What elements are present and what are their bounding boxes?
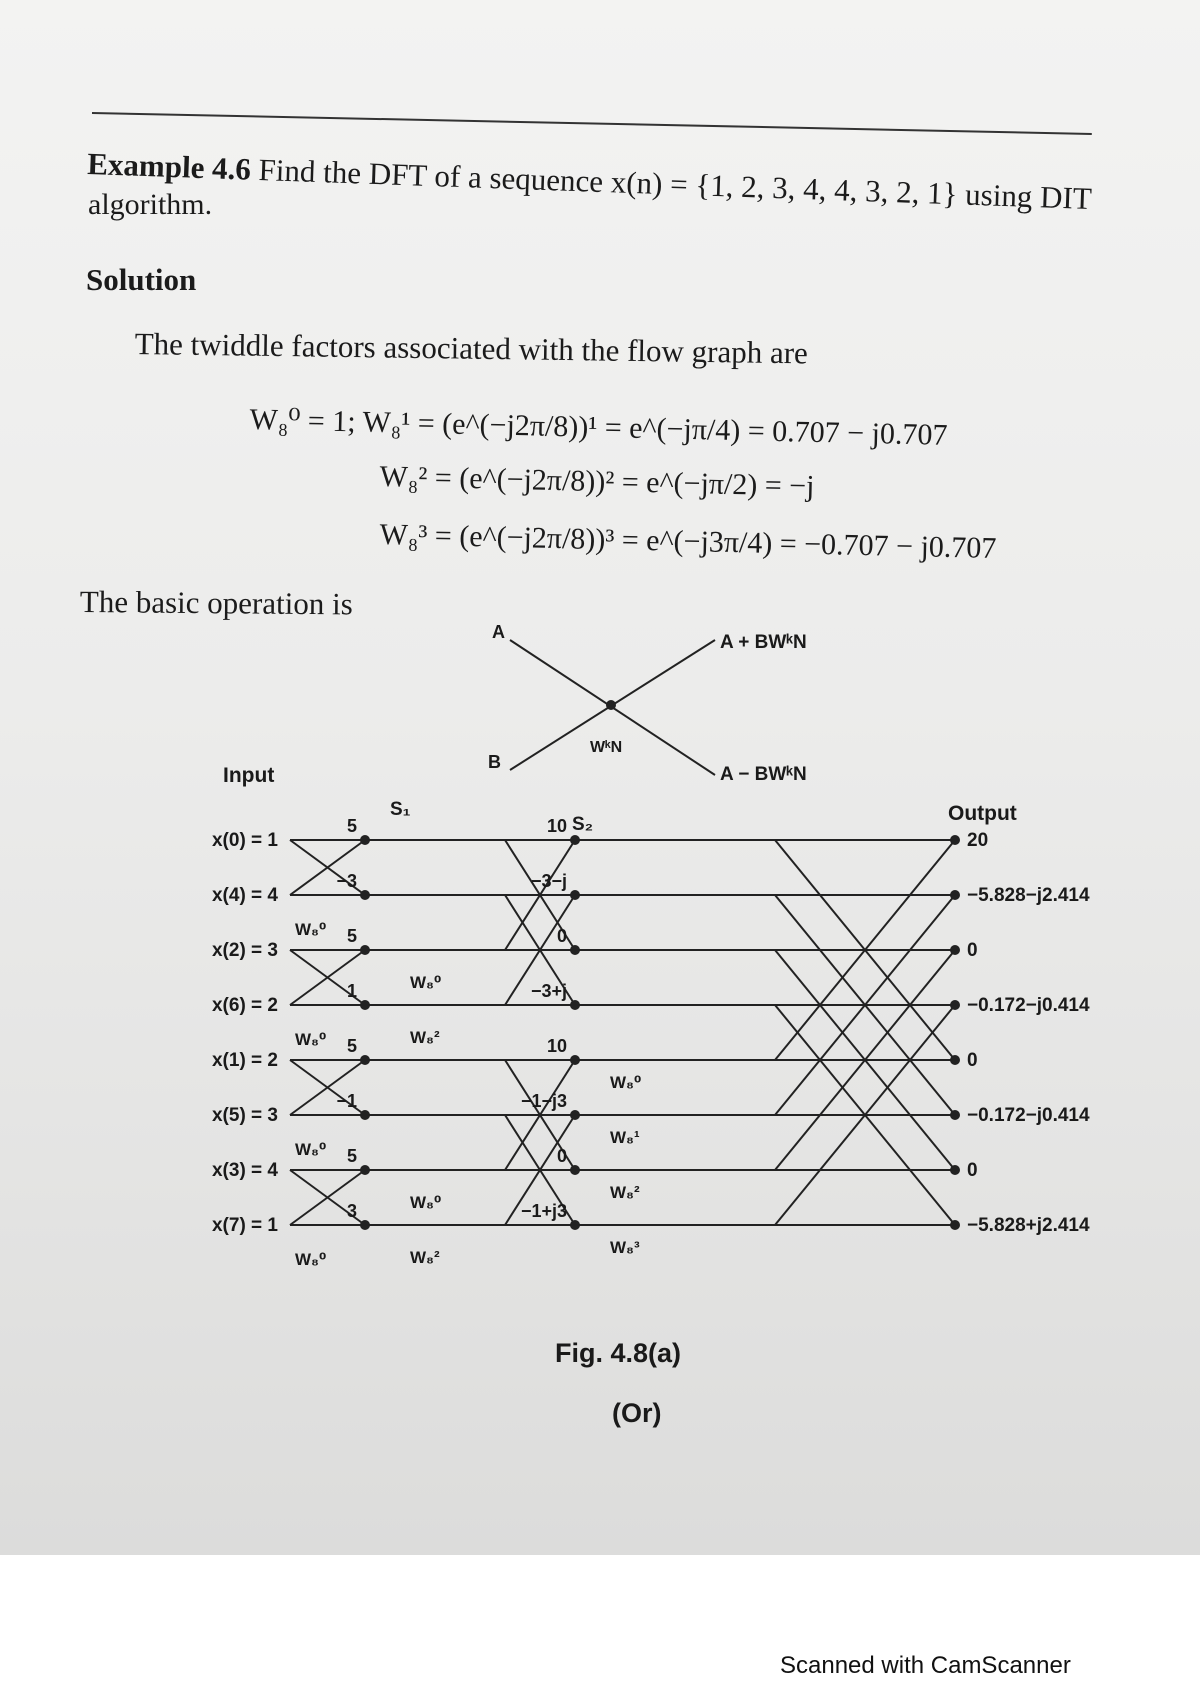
stage3-twiddle: W₈³ (610, 1238, 640, 1257)
stage1-twiddle: W₈⁰ (295, 920, 327, 939)
stage2-node (570, 1055, 580, 1065)
stage1-node (360, 835, 370, 845)
stage2-node (570, 1220, 580, 1230)
figure-caption: Fig. 4.8(a) (555, 1338, 682, 1368)
stage1-label: S₁ (390, 799, 411, 820)
stage2-node (570, 1110, 580, 1120)
equation-w2: W₈² = (e^(−j2π/8))² = e^(−jπ/2) = −j (379, 460, 815, 503)
butterfly-sum-label: A + BWᵏN (720, 632, 807, 653)
butterfly-twiddle-label: WᵏN (590, 739, 623, 756)
stage2-value: 10 (546, 816, 567, 836)
example-statement-cont: algorithm. (88, 188, 213, 221)
output-node (950, 945, 960, 955)
output-node (950, 1165, 960, 1175)
stage2-twiddle: W₈² (410, 1028, 440, 1047)
stage1-value: −3 (336, 871, 357, 891)
input-label: x(2) = 3 (211, 940, 278, 961)
stage2-twiddle: W₈⁰ (410, 973, 442, 992)
output-label: −0.172−j0.414 (967, 1105, 1090, 1126)
output-label: 0 (967, 1160, 978, 1181)
stage2-value: 0 (556, 926, 567, 946)
example-statement: Find the DFT of a sequence x(n) = {1, 2, 3, 4, 4, 3, 2, 1} using DIT (258, 151, 1093, 217)
output-node (950, 835, 960, 845)
output-label: 0 (967, 940, 978, 961)
stage1-node (360, 890, 370, 900)
stage2-value: 0 (556, 1146, 567, 1166)
stage1-value: 3 (346, 1201, 357, 1221)
output-label: 0 (967, 1050, 978, 1071)
stage1-value: 1 (346, 981, 357, 1001)
stage3-twiddle: W₈² (610, 1183, 640, 1202)
input-label: x(0) = 1 (211, 830, 278, 851)
stage3-twiddle: W₈⁰ (610, 1073, 642, 1092)
output-node (950, 1220, 960, 1230)
input-heading: Input (223, 764, 275, 787)
input-label: x(3) = 4 (211, 1160, 278, 1181)
butterfly-b-label: B (488, 752, 501, 772)
example-number: Example 4.6 (86, 146, 252, 187)
stage1-value: 5 (346, 1146, 357, 1166)
stage1-value: 5 (346, 926, 357, 946)
butterfly-a-label: A (492, 622, 505, 642)
stage1-node (360, 1165, 370, 1175)
fft-labels (212, 816, 1090, 1269)
stage2-node (570, 945, 580, 955)
solution-heading: Solution (86, 262, 197, 297)
stage1-node (360, 1220, 370, 1230)
input-label: x(7) = 1 (211, 1215, 278, 1236)
output-node (950, 890, 960, 900)
output-label: −5.828+j2.414 (967, 1215, 1090, 1236)
butterfly-diff-label: A − BWᵏN (720, 764, 807, 785)
stage2-value: −1−j3 (520, 1091, 567, 1111)
stage2-node (570, 890, 580, 900)
equation-w1: W₈⁰ = 1; W₈¹ = (e^(−j2π/8))¹ = e^(−jπ/4) = 0.707 − j0.707 (249, 402, 948, 452)
stage1-value: 5 (346, 1036, 357, 1056)
stage1-twiddle: W₈⁰ (295, 1030, 327, 1049)
twiddle-intro: The twiddle factors associated with the flow graph are (134, 326, 809, 371)
input-label: x(5) = 3 (211, 1105, 278, 1126)
stage2-node (570, 1165, 580, 1175)
output-node (950, 1000, 960, 1010)
stage2-value: −1+j3 (520, 1201, 567, 1221)
stage1-node (360, 945, 370, 955)
output-heading: Output (948, 802, 1017, 825)
butterfly-node (606, 700, 616, 710)
stage1-value: 5 (346, 816, 357, 836)
scanner-footer: Scanned with CamScanner (780, 1652, 1071, 1679)
stage2-node (570, 835, 580, 845)
stage1-node (360, 1110, 370, 1120)
output-label: −5.828−j2.414 (967, 885, 1090, 906)
output-node (950, 1055, 960, 1065)
stage1-node (360, 1000, 370, 1010)
input-label: x(4) = 4 (211, 885, 278, 906)
output-node (950, 1110, 960, 1120)
stage2-value: −3+j (530, 981, 567, 1001)
stage2-twiddle: W₈² (410, 1248, 440, 1267)
input-label: x(6) = 2 (211, 995, 278, 1016)
stage3-twiddle: W₈¹ (610, 1128, 640, 1147)
basic-operation-text: The basic operation is (79, 584, 353, 622)
stage2-value: −3−j (530, 871, 567, 891)
stage1-twiddle: W₈⁰ (295, 1250, 327, 1269)
stage1-twiddle: W₈⁰ (295, 1140, 327, 1159)
equation-w3: W₈³ = (e^(−j2π/8))³ = e^(−j3π/4) = −0.707 − j0.707 (379, 518, 997, 565)
stage2-node (570, 1000, 580, 1010)
input-label: x(1) = 2 (211, 1050, 278, 1071)
stage2-label: S₂ (572, 814, 594, 835)
stage1-value: −1 (336, 1091, 357, 1111)
or-label: (Or) (612, 1398, 662, 1428)
output-label: −0.172−j0.414 (967, 995, 1090, 1016)
fft-lines (290, 840, 955, 1225)
stage2-twiddle: W₈⁰ (410, 1193, 442, 1212)
stage1-node (360, 1055, 370, 1065)
output-label: 20 (967, 830, 989, 851)
stage2-value: 10 (546, 1036, 567, 1056)
